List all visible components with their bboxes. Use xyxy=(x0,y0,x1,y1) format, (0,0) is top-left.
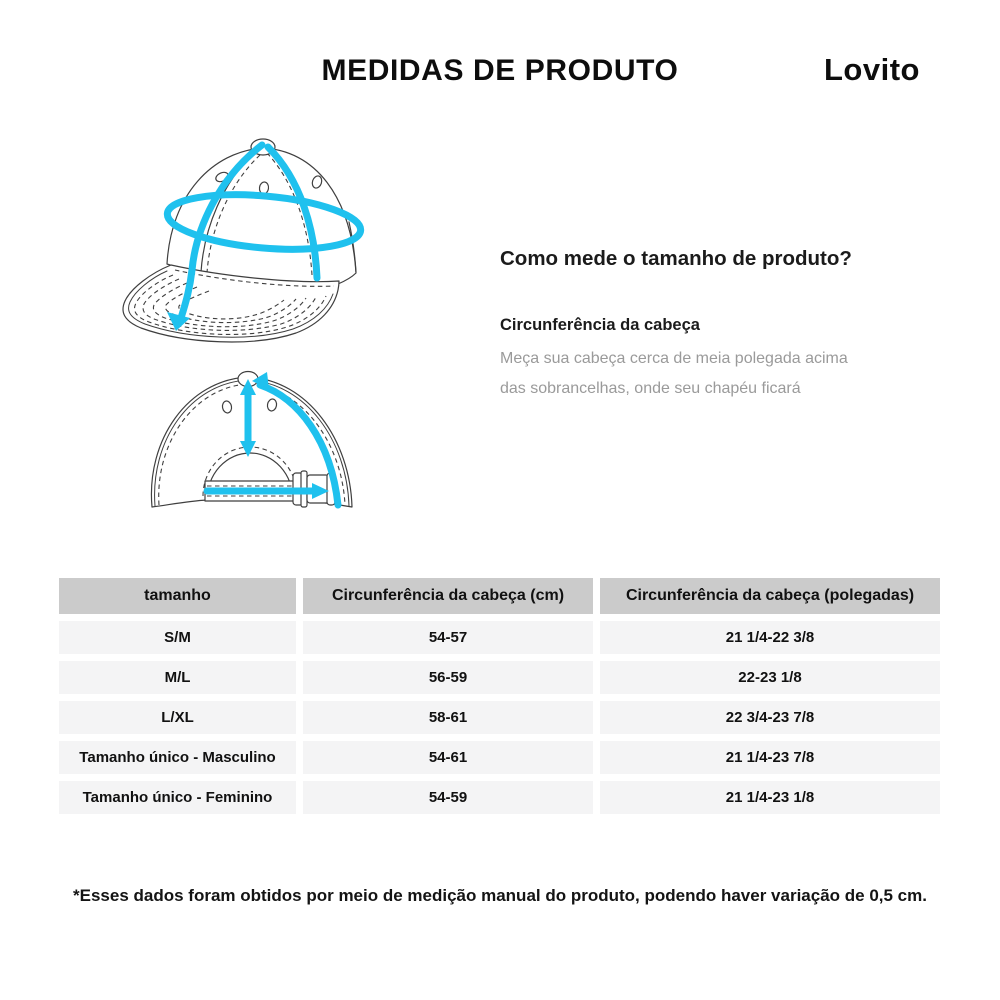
size-cell: Tamanho único - Masculino xyxy=(59,741,296,774)
cm-cell: 54-61 xyxy=(303,741,593,774)
cm-cell: 56-59 xyxy=(303,661,593,694)
measure-description-line: Meça sua cabeça cerca de meia polegada acima xyxy=(500,350,848,367)
inches-cell: 21 1/4-22 3/8 xyxy=(600,621,940,654)
measure-description-line: das sobrancelhas, onde seu chapéu ficará xyxy=(500,380,801,397)
inches-cell: 21 1/4-23 7/8 xyxy=(600,741,940,774)
inches-cell: 22 3/4-23 7/8 xyxy=(600,701,940,734)
measurement-disclaimer: *Esses dados foram obtidos por meio de medição manual do produto, podendo haver variação de 0,5 cm. xyxy=(73,886,927,905)
howto-heading: Como mede o tamanho de produto? xyxy=(500,247,852,270)
size-cell: L/XL xyxy=(59,701,296,734)
brand-logo: Lovito xyxy=(824,52,920,87)
size-cell: Tamanho único - Feminino xyxy=(59,781,296,814)
measure-label: Circunferência da cabeça xyxy=(500,316,700,334)
cap-side-illustration xyxy=(103,132,425,364)
size-cell: M/L xyxy=(59,661,296,694)
cm-cell: 54-59 xyxy=(303,781,593,814)
page-title: MEDIDAS DE PRODUTO xyxy=(321,54,679,87)
column-header-cm: Circunferência da cabeça (cm) xyxy=(303,578,593,614)
cm-cell: 54-57 xyxy=(303,621,593,654)
column-header-size: tamanho xyxy=(59,578,296,614)
size-table xyxy=(59,578,940,814)
cap-back-illustration xyxy=(143,365,373,555)
inches-cell: 21 1/4-23 1/8 xyxy=(600,781,940,814)
column-header-inches: Circunferência da cabeça (polegadas) xyxy=(600,578,940,614)
size-cell: S/M xyxy=(59,621,296,654)
inches-cell: 22-23 1/8 xyxy=(600,661,940,694)
measure-description xyxy=(500,344,848,404)
cm-cell: 58-61 xyxy=(303,701,593,734)
